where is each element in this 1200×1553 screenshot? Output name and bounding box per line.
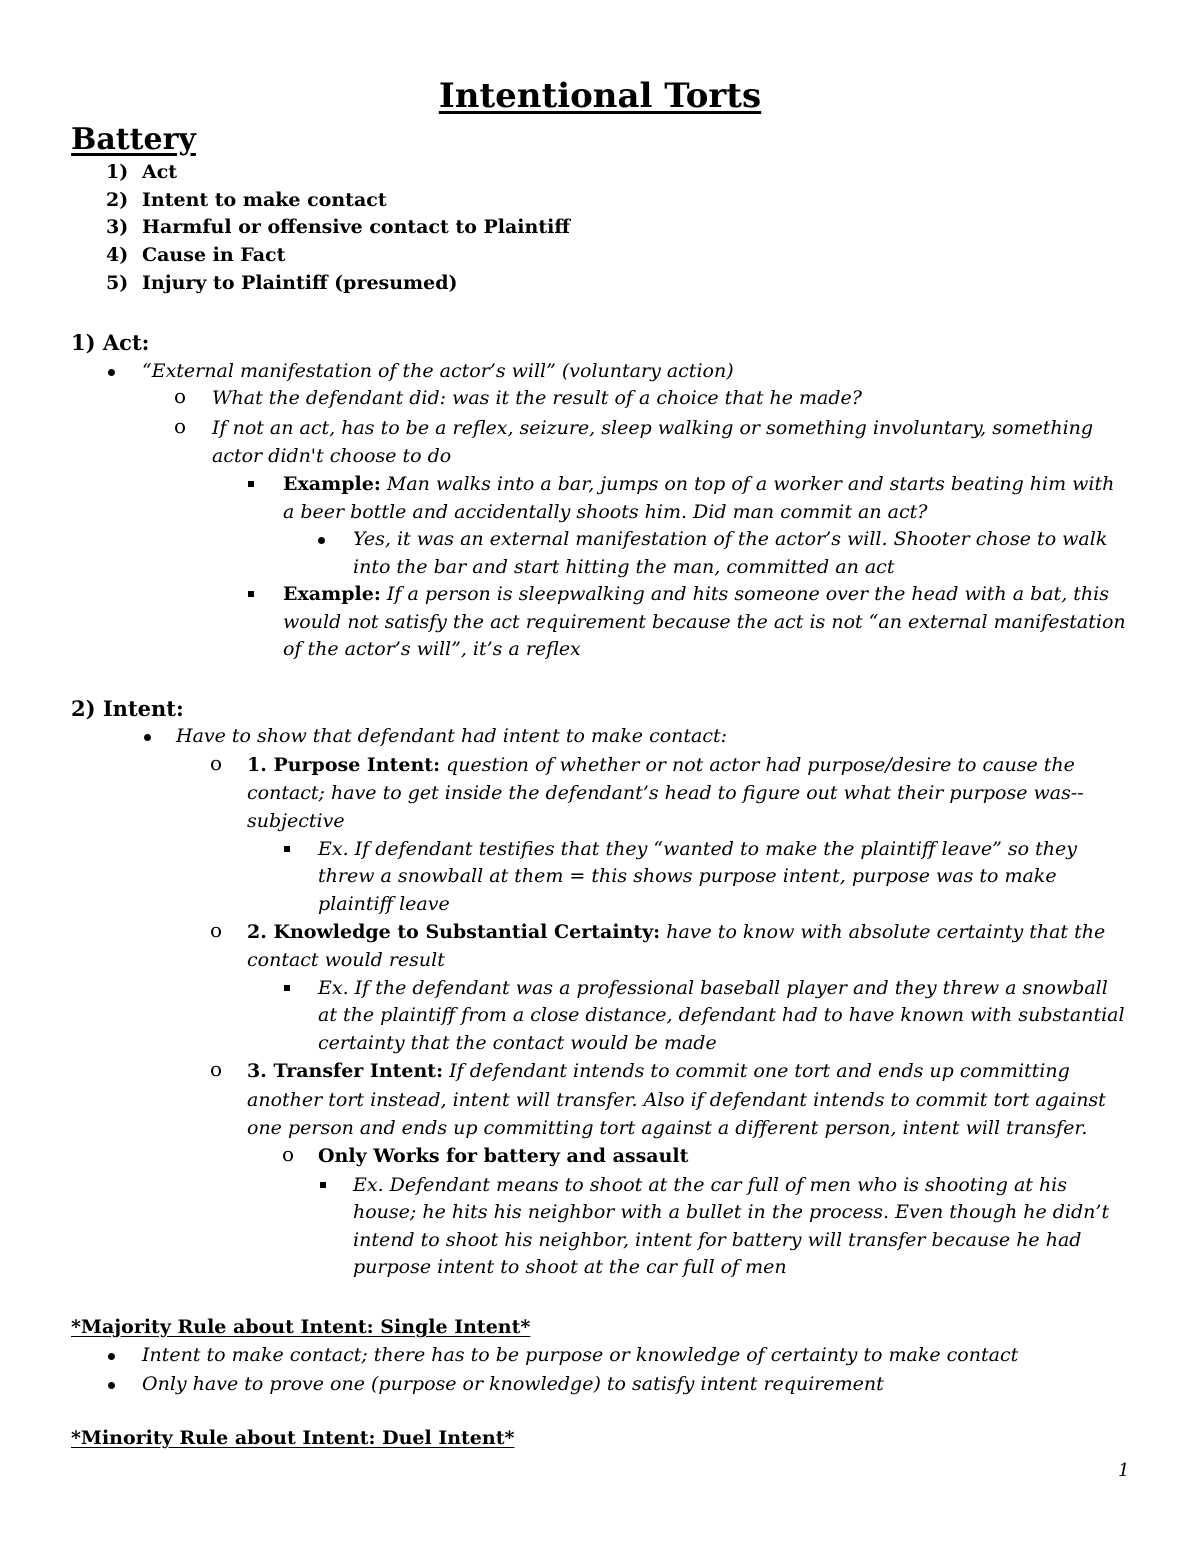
square-bullet-icon bbox=[284, 846, 290, 852]
act-sub-point-cont: actor didn't choose to do bbox=[212, 445, 452, 467]
act-example-2 bbox=[283, 585, 1109, 604]
list-item-number: 1) bbox=[106, 161, 129, 183]
purpose-intent bbox=[247, 756, 1075, 775]
knowledge-intent-cont: contact would result bbox=[247, 949, 445, 971]
purpose-example-cont: threw a snowball at them = this shows purpose intent, purpose was to make bbox=[318, 865, 1057, 887]
bullet-icon bbox=[108, 1353, 115, 1360]
circle-bullet-icon: o bbox=[210, 918, 223, 942]
intent-intro: Have to show that defendant had intent to make contact: bbox=[176, 725, 728, 747]
majority-rule-point: Intent to make contact; there has to be purpose or knowledge of certainty to make contact bbox=[142, 1344, 1019, 1366]
transfer-intent-label: 3. Transfer Intent: bbox=[247, 1060, 444, 1082]
circle-bullet-icon: o bbox=[282, 1142, 295, 1166]
bullet-icon bbox=[108, 369, 115, 376]
purpose-intent-cont: contact; have to get inside the defendant’s head to figure out what their purpose was-- bbox=[247, 782, 1084, 804]
example-label: Example: bbox=[283, 473, 381, 495]
bullet-icon bbox=[108, 1382, 115, 1389]
list-item: Cause in Fact bbox=[142, 244, 286, 266]
example-text: If a person is sleepwalking and hits someone over the head with a bat, this bbox=[380, 583, 1109, 605]
bullet-icon bbox=[144, 734, 151, 741]
list-item-number: 4) bbox=[106, 244, 129, 266]
knowledge-intent-label: 2. Knowledge to Substantial Certainty: bbox=[247, 921, 661, 943]
transfer-example-cont: purpose intent to shoot at the car full of men bbox=[353, 1256, 787, 1278]
act-example-1 bbox=[283, 475, 1114, 494]
list-item: Intent to make contact bbox=[142, 189, 387, 211]
square-bullet-icon bbox=[284, 985, 290, 991]
page-number: 1 bbox=[1118, 1460, 1130, 1481]
act-sub-point: What the defendant did: was it the result of a choice that he made? bbox=[212, 387, 862, 409]
example-text: Man walks into a bar, jumps on top of a worker and starts beating him with bbox=[380, 473, 1115, 495]
list-item-number: 2) bbox=[106, 189, 129, 211]
act-example-1-cont: a beer bottle and accidentally shoots him. Did man commit an act? bbox=[283, 501, 928, 523]
purpose-intent-cont: subjective bbox=[247, 810, 345, 832]
knowledge-intent bbox=[247, 923, 1105, 942]
circle-bullet-icon: o bbox=[210, 751, 223, 775]
act-sub-point: If not an act, has to be a reflex, seizure, sleep walking or something involuntary, something bbox=[212, 417, 1094, 439]
intent-heading: 2) Intent: bbox=[71, 696, 184, 721]
circle-bullet-icon: o bbox=[174, 384, 187, 408]
square-bullet-icon bbox=[248, 591, 254, 597]
square-bullet-icon bbox=[320, 1182, 326, 1188]
transfer-intent-cont: another tort instead, intent will transfer. Also if defendant intends to commit tort against bbox=[247, 1089, 1106, 1111]
square-bullet-icon bbox=[248, 481, 254, 487]
purpose-example-cont: plaintiff leave bbox=[318, 893, 450, 915]
purpose-intent-label: 1. Purpose Intent: bbox=[247, 754, 441, 776]
circle-bullet-icon: o bbox=[210, 1057, 223, 1081]
example-label: Example: bbox=[283, 583, 381, 605]
list-item-number: 3) bbox=[106, 216, 129, 238]
list-item: Act bbox=[142, 161, 178, 183]
purpose-intent-text: question of whether or not actor had purpose/desire to cause the bbox=[440, 754, 1075, 776]
transfer-intent-text: If defendant intends to commit one tort and ends up committing bbox=[443, 1060, 1070, 1082]
knowledge-example-cont: certainty that the contact would be made bbox=[318, 1032, 717, 1054]
page-title: Intentional Torts bbox=[438, 76, 762, 116]
circle-bullet-icon: o bbox=[174, 414, 187, 438]
list-item-number: 5) bbox=[106, 272, 129, 294]
majority-rule-heading: *Majority Rule about Intent: Single Intent* bbox=[71, 1316, 531, 1338]
list-item: Harmful or offensive contact to Plaintiff bbox=[142, 216, 570, 238]
act-example-1-answer-cont: into the bar and start hitting the man, committed an act bbox=[353, 556, 895, 578]
knowledge-example: Ex. If the defendant was a professional baseball player and they threw a snowball bbox=[318, 977, 1108, 999]
act-example-2-cont: would not satisfy the act requirement because the act is not “an external manifestation bbox=[283, 611, 1126, 633]
list-item: Injury to Plaintiff (presumed) bbox=[142, 272, 458, 294]
only-works-note: Only Works for battery and assault bbox=[318, 1145, 689, 1167]
knowledge-intent-text: have to know with absolute certainty that the bbox=[660, 921, 1106, 943]
purpose-example: Ex. If defendant testifies that they “wanted to make the plaintiff leave” so they bbox=[318, 838, 1077, 860]
transfer-example: Ex. Defendant means to shoot at the car full of men who is shooting at his bbox=[353, 1174, 1068, 1196]
act-example-2-cont: of the actor’s will”, it’s a reflex bbox=[283, 638, 581, 660]
battery-heading: Battery bbox=[71, 122, 196, 157]
bullet-icon bbox=[318, 537, 325, 544]
minority-rule-heading: *Minority Rule about Intent: Duel Intent* bbox=[71, 1427, 515, 1449]
knowledge-example-cont: at the plaintiff from a close distance, defendant had to have known with substantial bbox=[318, 1004, 1125, 1026]
transfer-example-cont: house; he hits his neighbor with a bullet in the process. Even though he didn’t bbox=[353, 1201, 1110, 1223]
act-example-1-answer: Yes, it was an external manifestation of the actor’s will. Shooter chose to walk bbox=[353, 528, 1108, 550]
transfer-intent bbox=[247, 1062, 1070, 1081]
majority-rule-point: Only have to prove one (purpose or knowledge) to satisfy intent requirement bbox=[142, 1373, 884, 1395]
transfer-intent-cont: one person and ends up committing tort against a different person, intent will transfer. bbox=[247, 1117, 1088, 1139]
transfer-example-cont: intend to shoot his neighbor, intent for battery will transfer because he had bbox=[353, 1229, 1082, 1251]
act-definition: “External manifestation of the actor’s will” (voluntary action) bbox=[142, 360, 734, 382]
act-heading: 1) Act: bbox=[71, 330, 150, 355]
